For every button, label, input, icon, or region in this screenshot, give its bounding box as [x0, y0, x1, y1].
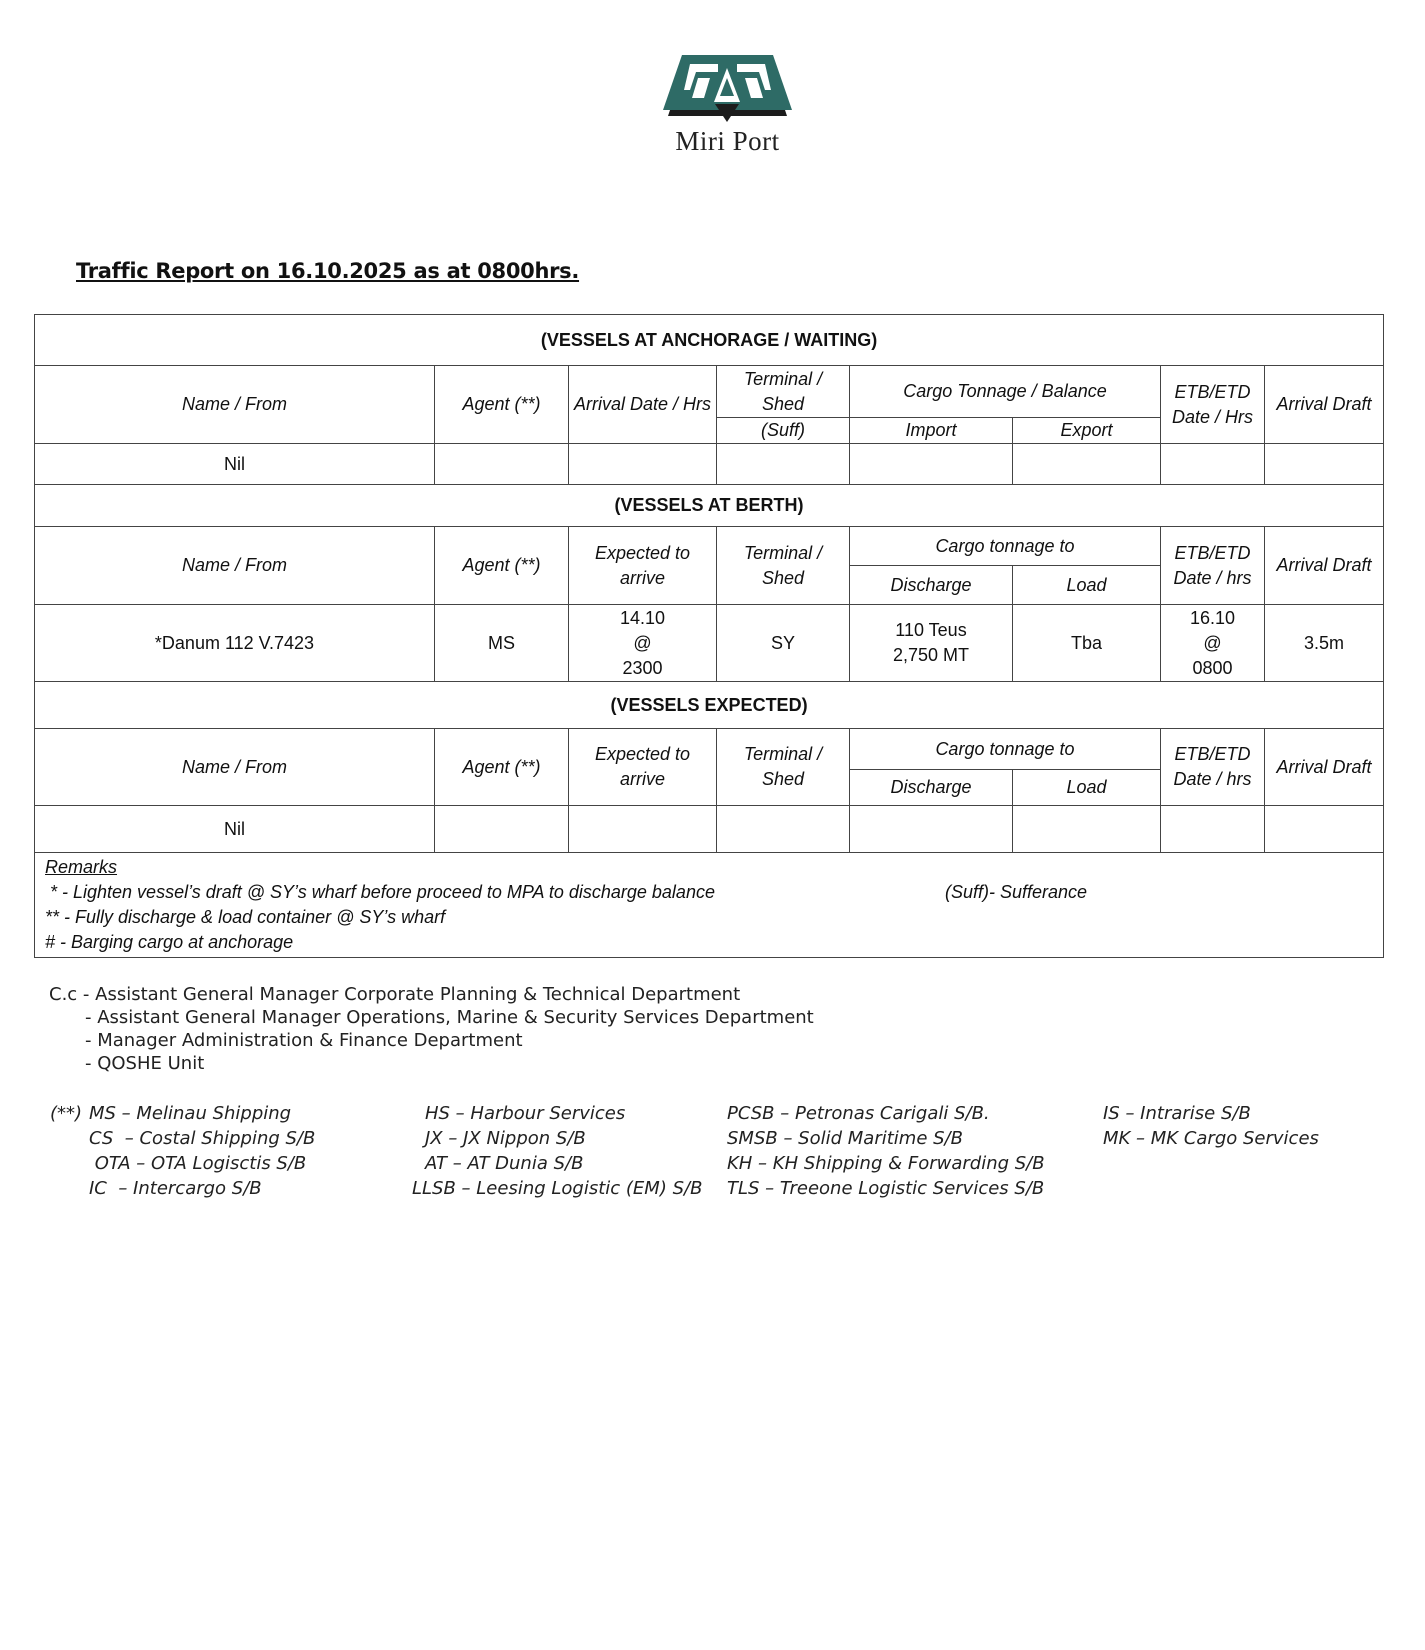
legend-item: IC – Intercargo S/B — [89, 1178, 262, 1199]
legend-item: TLS – Treeone Logistic Services S/B — [727, 1178, 1045, 1199]
cell-arrival — [569, 605, 717, 682]
legend-item: KH – KH Shipping & Forwarding S/B — [727, 1153, 1045, 1174]
legend-item: LLSB – Leesing Logistic (EM) S/B — [412, 1178, 703, 1199]
cell-terminal: SY — [717, 605, 850, 682]
col-header-load: Load — [1013, 566, 1161, 605]
col-header-name-from: Name / From — [35, 366, 435, 444]
cell-terminal — [717, 806, 850, 853]
legend-marker: (**) — [50, 1103, 83, 1124]
suff-note: (Suff)- Sufferance — [945, 882, 1088, 902]
col-header-etb: ETB/ETD Date / hrs — [1161, 527, 1265, 605]
remarks-title: Remarks — [45, 857, 118, 877]
col-header-terminal-suff: (Suff) — [717, 418, 850, 444]
legend-item: IS – Intrarise S/B — [1103, 1103, 1251, 1124]
arrival-at: @ — [633, 632, 652, 653]
legend-item: AT – AT Dunia S/B — [425, 1153, 584, 1174]
legend-column — [727, 1101, 1045, 1201]
cc-item: - Assistant General Manager Operations, Marine & Security Services Department — [85, 1007, 814, 1028]
table-row — [35, 444, 1384, 485]
col-header-draft: Arrival Draft — [1265, 527, 1384, 605]
cell-export — [1013, 444, 1161, 485]
col-header-terminal: Terminal / Shed — [717, 527, 850, 605]
port-emblem-icon — [660, 50, 795, 125]
col-header-etb: ETB/ETD Date / hrs — [1161, 729, 1265, 806]
col-header-discharge: Discharge — [850, 566, 1013, 605]
col-header-discharge: Discharge — [850, 770, 1013, 806]
cell-name-from: Nil — [35, 444, 435, 485]
cc-list — [49, 983, 814, 1075]
col-header-terminal: Terminal / Shed — [717, 729, 850, 806]
legend-item: HS – Harbour Services — [425, 1103, 626, 1124]
cc-prefix: C.c - — [49, 984, 96, 1005]
cc-item-text: Assistant General Manager Corporate Planning & Technical Department — [95, 984, 741, 1005]
table-row — [35, 605, 1384, 682]
col-header-export: Export — [1013, 418, 1161, 444]
header-row-anchorage — [35, 366, 1384, 418]
cell-discharge — [850, 806, 1013, 853]
col-header-name-from: Name / From — [35, 527, 435, 605]
cell-arrival — [569, 806, 717, 853]
col-header-cargo: Cargo Tonnage / Balance — [850, 366, 1161, 418]
remark-item — [45, 930, 1373, 955]
remark-text: * - Lighten vessel’s draft @ SY’s wharf before proceed to MPA to discharge balance — [45, 882, 715, 902]
remark-item — [45, 880, 1373, 905]
col-header-draft: Arrival Draft — [1265, 366, 1384, 444]
cell-load — [1013, 806, 1161, 853]
cell-agent — [435, 444, 569, 485]
col-header-agent: Agent (**) — [435, 366, 569, 444]
etb-date: 16.10 — [1189, 607, 1236, 628]
remark-item — [45, 905, 1373, 930]
report-title: Traffic Report on 16.10.2025 as at 0800hrs. — [76, 259, 580, 283]
cell-etb — [1161, 444, 1265, 485]
cell-agent — [435, 806, 569, 853]
legend-item: MS – Melinau Shipping — [89, 1103, 292, 1124]
col-header-draft: Arrival Draft — [1265, 729, 1384, 806]
cell-agent: MS — [435, 605, 569, 682]
discharge-teus: 110 Teus — [895, 620, 967, 640]
logo-wordmark: Miri Port — [675, 126, 780, 156]
cell-name-from: Nil — [35, 806, 435, 853]
header-row-expected — [35, 729, 1384, 770]
col-header-agent: Agent (**) — [435, 527, 569, 605]
etb-at: @ — [1203, 632, 1222, 653]
etb-time: 0800 — [1192, 657, 1233, 678]
legend-column — [1103, 1101, 1319, 1151]
col-header-arrival: Expected to arrive — [569, 527, 717, 605]
cell-import — [850, 444, 1013, 485]
cell-draft — [1265, 444, 1384, 485]
remarks-cell — [35, 853, 1384, 958]
cell-etb — [1161, 605, 1265, 682]
col-header-cargo: Cargo tonnage to — [850, 729, 1161, 770]
col-header-load: Load — [1013, 770, 1161, 806]
legend-column — [89, 1101, 315, 1201]
traffic-table — [34, 314, 1384, 958]
cc-item: - Manager Administration & Finance Department — [85, 1030, 523, 1051]
cell-terminal — [717, 444, 850, 485]
legend-item: OTA – OTA Logisctis S/B — [89, 1153, 307, 1174]
legend-item: PCSB – Petronas Carigali S/B. — [727, 1103, 990, 1124]
cell-discharge — [850, 605, 1013, 682]
legend-item: CS – Costal Shipping S/B — [89, 1128, 316, 1149]
header-row-berth — [35, 527, 1384, 566]
cc-item — [49, 983, 814, 1006]
remark-text: ** - Fully discharge & load container @ SY’s wharf — [45, 907, 446, 927]
col-header-arrival: Expected to arrive — [569, 729, 717, 806]
miri-port-logo — [660, 50, 795, 160]
col-header-arrival: Arrival Date / Hrs — [569, 366, 717, 444]
cell-name-from: *Danum 112 V.7423 — [35, 605, 435, 682]
section-title-berth: (VESSELS AT BERTH) — [35, 485, 1384, 527]
cell-etb — [1161, 806, 1265, 853]
legend-item: SMSB – Solid Maritime S/B — [727, 1128, 963, 1149]
section-title-expected: (VESSELS EXPECTED) — [35, 682, 1384, 729]
arrival-date: 14.10 — [619, 607, 666, 628]
cc-item: - QOSHE Unit — [85, 1053, 205, 1074]
remarks-row — [35, 853, 1384, 958]
cell-load: Tba — [1013, 605, 1161, 682]
col-header-terminal: Terminal / Shed — [717, 366, 850, 418]
legend-item: MK – MK Cargo Services — [1103, 1128, 1319, 1149]
section-title-anchorage: (VESSELS AT ANCHORAGE / WAITING) — [35, 315, 1384, 366]
cell-arrival — [569, 444, 717, 485]
col-header-import: Import — [850, 418, 1013, 444]
col-header-name-from: Name / From — [35, 729, 435, 806]
col-header-cargo: Cargo tonnage to — [850, 527, 1161, 566]
remark-text: # - Barging cargo at anchorage — [45, 932, 294, 952]
col-header-agent: Agent (**) — [435, 729, 569, 806]
cell-draft — [1265, 806, 1384, 853]
table-row — [35, 806, 1384, 853]
col-header-etb: ETB/ETD Date / Hrs — [1161, 366, 1265, 444]
legend-item: JX – JX Nippon S/B — [425, 1128, 586, 1149]
discharge-mt: 2,750 MT — [892, 645, 970, 665]
arrival-time: 2300 — [622, 657, 663, 678]
legend-column — [412, 1101, 702, 1201]
cell-draft: 3.5m — [1265, 605, 1384, 682]
